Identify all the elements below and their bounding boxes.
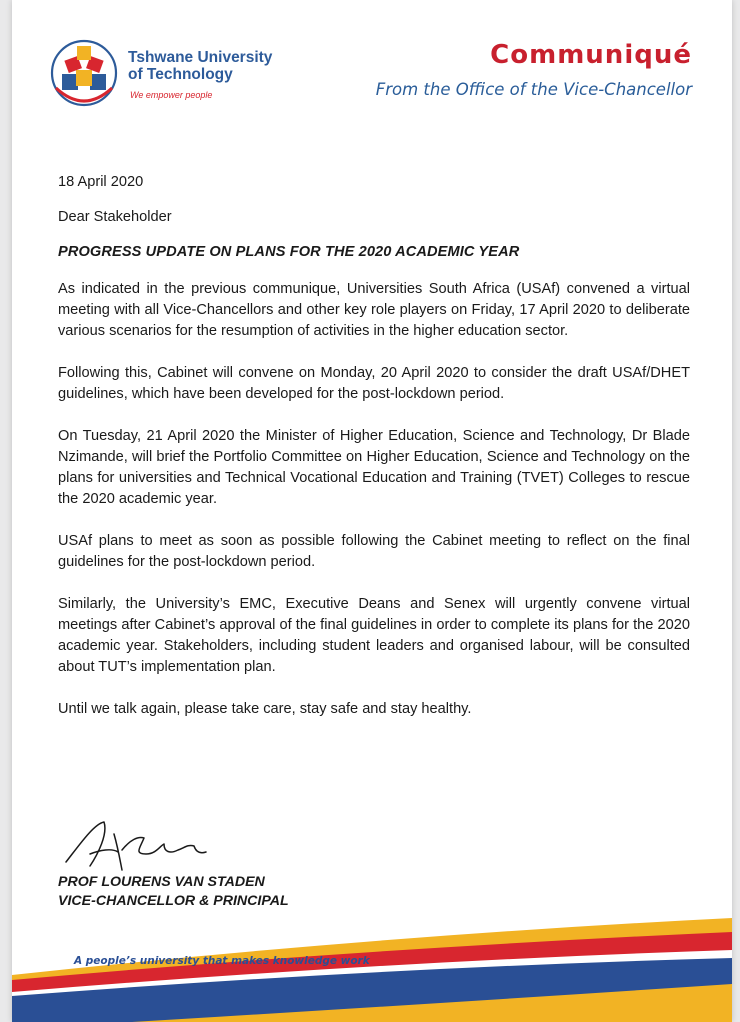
letter-paragraph: Similarly, the University’s EMC, Executive Deans and Senex will urgently convene virtual meetings after Cabinet’s approval of the final guidelines in order to complete its plans for the 2020 academic year. Stakeholders, including student leaders and organised labour, will be consulted about TUT’s implementation plan. [58, 596, 690, 675]
university-tagline: We empower people [130, 90, 213, 100]
communique-subtitle: From the Office of the Vice-Chancellor [375, 80, 692, 99]
footer-slogan: A people’s university that makes knowledge work [74, 955, 370, 967]
handwritten-signature [60, 814, 210, 876]
communique-title: Communiqué [490, 40, 692, 70]
signatory-title: VICE-CHANCELLOR & PRINCIPAL [58, 893, 289, 909]
university-name-line2: of Technology [128, 66, 233, 83]
letter-body [58, 172, 690, 741]
university-name [128, 49, 272, 83]
university-logo [48, 36, 278, 116]
signatory-name: PROF LOURENS VAN STADEN [58, 874, 265, 890]
letter-paragraph: Following this, Cabinet will convene on Monday, 20 April 2020 to consider the draft USAf/DHET guidelines, which have been developed for the post-lockdown period. [58, 365, 690, 402]
university-emblem-icon [48, 36, 120, 108]
communique-page [12, 0, 732, 1022]
letter-paragraph: Until we talk again, please take care, stay safe and stay healthy. [58, 701, 472, 717]
letter-paragraph: As indicated in the previous communique, Universities South Africa (USAf) convened a virtual meeting with all Vice-Chancellors and other key role players on Friday, 17 April 2020 to deliberate various scenarios for the resumption of activities in the higher education sector. [58, 281, 690, 339]
letter-salutation: Dear Stakeholder [58, 209, 172, 225]
university-name-line1: Tshwane University [128, 49, 273, 66]
letter-subject: PROGRESS UPDATE ON PLANS FOR THE 2020 ACADEMIC YEAR [58, 244, 520, 260]
letter-paragraph: On Tuesday, 21 April 2020 the Minister of Higher Education, Science and Technology, Dr Blade Nzimande, will brief the Portfolio Committee on Higher Education, Science and Technology on the plans for universities and Technical Vocational Education and Training (TVET) Colleges to rescue the 2020 academic year. [58, 428, 690, 507]
letter-paragraph: USAf plans to meet as soon as possible following the Cabinet meeting to reflect on the final guidelines for the post-lockdown period. [58, 533, 690, 570]
letter-date: 18 April 2020 [58, 174, 144, 190]
